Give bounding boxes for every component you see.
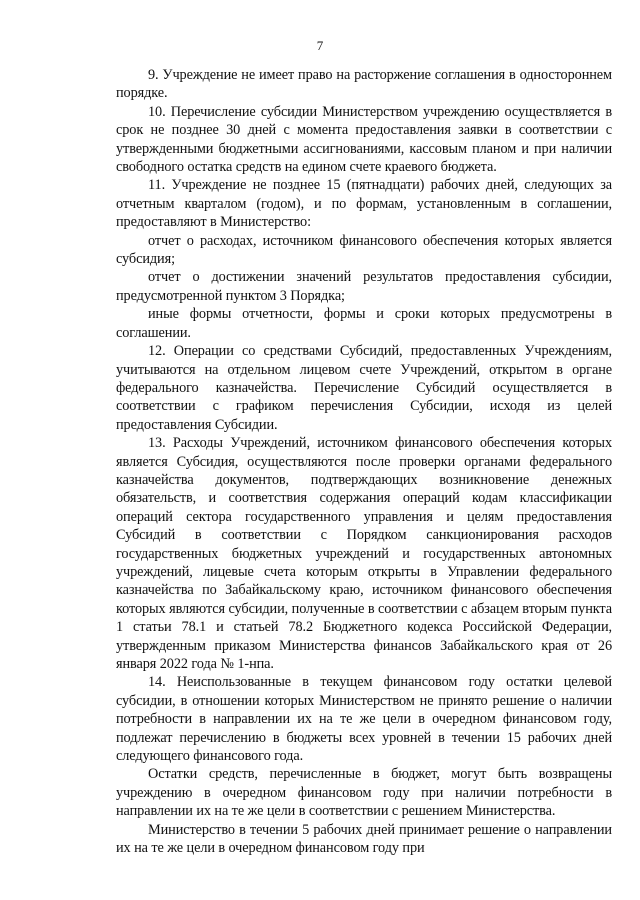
paragraph-returned-balances: Остатки средств, перечисленные в бюджет, могут быть возвращены учреждению в очередном финансовом году при наличии потребности в направлении их на те же цели в соответствии с решением Министерства. <box>116 766 612 820</box>
paragraph-item-14: 14. Неиспользованные в текущем финансовом году остатки целевой субсидии, в отношении которых Министерством не принято решение о наличии потребности в направлении их на те же цели в очередном финансовом году, подлежат перечислению в бюджеты всех уровней в течении 15 рабочих дней следующего финансового года. <box>116 674 612 765</box>
paragraph-item-11: 11. Учреждение не позднее 15 (пятнадцати) рабочих дней, следующих за отчетным кварталом (годом), и по формам, установленным в соглашении, предоставляют в Министерство: <box>116 177 612 231</box>
paragraph-ministry-decision: Министерство в течении 5 рабочих дней принимает решение о направлении их на те же цели в очередном финансовом году при <box>116 821 612 857</box>
paragraph-item-13: 13. Расходы Учреждений, источником финансового обеспечения которых является Субсидия, осуществляются после проверки органами федерального казначейства документов, подтверждающих возникновение денежных обязательств, и соответствия содержания операций кодам классификации операций сектора государственного управления и целям предоставления Субсидий в соответствии с Порядком санкционирования расходов государственных бюджетных учреждений и государственных автономных учреждений, лицевые счета которым открыты в Управлении федерального казначейства по Забайкальскому краю, источником финансового обеспечения которых являются субсидии, полученные в соответствии с абзацем вторым пункта 1 статьи 78.1 и статьей 78.2 Бюджетного кодекса Российской Федерации, утвержденным приказом Министерства финансов Забайкальского края от 26 января 2022 года № 1-нпа. <box>116 435 612 672</box>
page-number: 7 <box>316 38 324 53</box>
paragraph-other-forms: иные формы отчетности, формы и сроки которых предусмотрены в соглашении. <box>116 306 612 341</box>
paragraph-item-12: 12. Операции со средствами Субсидий, предоставленных Учреждениям, учитываются на отдельном лицевом счете Учреждений, открытом в органе федерального казначейства. Перечисление Субсидий осуществляется в соответствии с графиком перечисления Субсидии, исходя из целей предоставления Субсидии. <box>116 343 612 433</box>
document-body <box>116 66 612 857</box>
paragraph-report-expenses: отчет о расходах, источником финансового обеспечения которых является субсидия; <box>116 232 612 268</box>
paragraph-item-10: 10. Перечисление субсидии Министерством учреждению осуществляется в срок не позднее 30 дней с момента предоставления заявки в соответствии с утвержденными бюджетными ассигнованиями, кассовым планом и при наличии свободного остатка средств на едином счете краевого бюджета. <box>116 103 612 176</box>
paragraph-item-9: 9. Учреждение не имеет право на расторжение соглашения в одностороннем порядке. <box>116 67 612 102</box>
paragraph-report-results: отчет о достижении значений результатов предоставления субсидии, предусмотренной пунктом 3 Порядка; <box>116 269 612 304</box>
